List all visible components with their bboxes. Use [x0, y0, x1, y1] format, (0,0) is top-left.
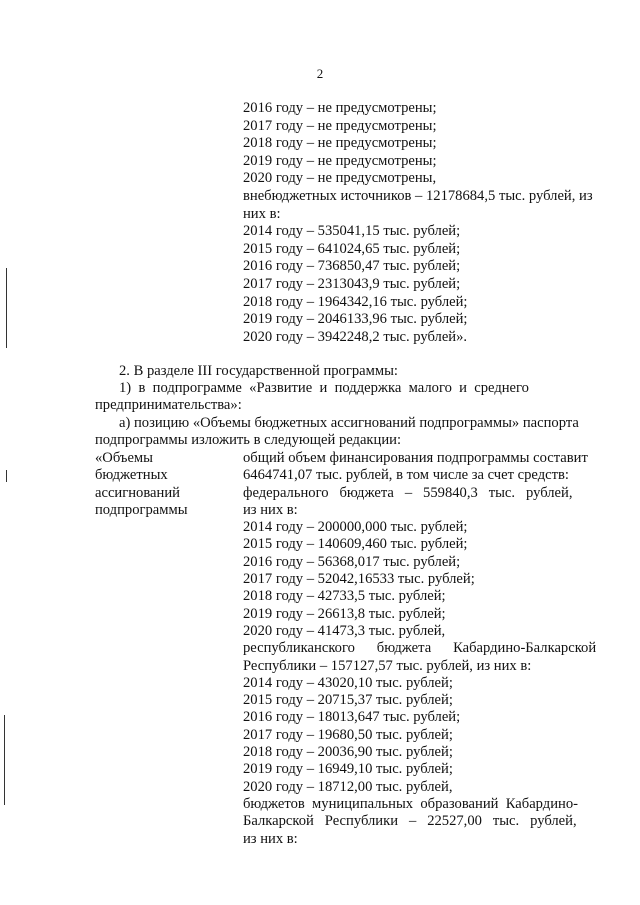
section-heading: 2. В разделе III государственной программы:	[119, 363, 398, 379]
text-line: 2020 году – не предусмотрены,	[243, 170, 437, 187]
scan-artifact	[4, 715, 5, 805]
value-line: 2020 году – 18712,00 тыс. рублей,	[243, 778, 453, 795]
text-line: 2019 году – не предусмотрены;	[243, 152, 437, 169]
item-a-line: подпрограммы изложить в следующей редакции:	[95, 431, 402, 448]
value-line: 2016 году – 56368,017 тыс. рублей;	[243, 553, 461, 570]
passport-position-label	[95, 450, 235, 520]
text-line: 2019 году – 2046133,96 тыс. рублей;	[243, 311, 468, 328]
value-line: Балкарской Республики – 22527,00 тыс. рублей,	[243, 813, 577, 830]
value-line: из них в:	[243, 830, 298, 847]
text-line: 2014 году – 535041,15 тыс. рублей;	[243, 223, 461, 240]
text-line: 2020 году – 3942248,2 тыс. рублей».	[243, 328, 468, 345]
value-line: 2015 году – 140609,460 тыс. рублей;	[243, 536, 468, 553]
scan-artifact	[6, 268, 7, 348]
item-a-line: а) позицию «Объемы бюджетных ассигнований подпрограммы» паспорта	[119, 414, 579, 431]
value-line: 2015 году – 20715,37 тыс. рублей;	[243, 692, 453, 709]
value-line: 2017 году – 52042,16533 тыс. рублей;	[243, 571, 475, 588]
item-1-line: предпринимательства»:	[95, 397, 242, 414]
value-line: бюджетов муниципальных образований Кабардино-	[243, 795, 578, 812]
label-line: подпрограммы	[95, 502, 188, 519]
page-number: 2	[316, 66, 324, 81]
value-line: 2014 году – 43020,10 тыс. рублей;	[243, 674, 453, 691]
value-line: республиканского бюджета Кабардино-Балкарской	[243, 640, 597, 657]
value-line: 2020 году – 41473,3 тыс. рублей,	[243, 622, 446, 639]
value-line: из них в:	[243, 501, 298, 518]
text-line: 2016 году – 736850,47 тыс. рублей;	[243, 258, 461, 275]
value-line: 2019 году – 26613,8 тыс. рублей;	[243, 605, 446, 622]
text-line: 2016 году – не предусмотрены;	[243, 100, 437, 116]
value-line: 2014 году – 200000,000 тыс. рублей;	[243, 519, 468, 536]
value-line: 2016 году – 18013,647 тыс. рублей;	[243, 709, 461, 726]
value-line: 2018 году – 42733,5 тыс. рублей;	[243, 588, 446, 605]
value-line: 2018 году – 20036,90 тыс. рублей;	[243, 744, 453, 761]
text-line: 2018 году – не предусмотрены;	[243, 135, 437, 152]
text-line: 2017 году – не предусмотрены;	[243, 117, 437, 134]
text-line: 2018 году – 1964342,16 тыс. рублей;	[243, 293, 468, 310]
value-line: общий объем финансирования подпрограммы составит	[243, 450, 588, 466]
amendment-text	[95, 363, 613, 449]
label-line: ассигнований	[95, 484, 180, 501]
item-1-line: 1) в подпрограмме «Развитие и поддержка малого и среднего	[119, 380, 529, 397]
label-line: «Объемы	[95, 450, 153, 466]
text-line: внебюджетных источников – 12178684,5 тыс. рублей, из	[243, 187, 593, 204]
value-line: 2017 году – 19680,50 тыс. рублей;	[243, 726, 453, 743]
text-line: них в:	[243, 205, 281, 222]
scan-artifact	[6, 470, 7, 482]
value-line: федерального бюджета – 559840,3 тыс. рублей,	[243, 484, 573, 501]
label-line: бюджетных	[95, 467, 168, 484]
funding-continuation-block	[243, 100, 623, 346]
passport-position-value	[243, 450, 613, 848]
text-line: 2015 году – 641024,65 тыс. рублей;	[243, 240, 461, 257]
value-line: 2019 году – 16949,10 тыс. рублей;	[243, 761, 453, 778]
value-line: Республики – 157127,57 тыс. рублей, из них в:	[243, 657, 532, 674]
value-line: 6464741,07 тыс. рублей, в том числе за счет средств:	[243, 467, 569, 484]
text-line: 2017 году – 2313043,9 тыс. рублей;	[243, 275, 461, 292]
